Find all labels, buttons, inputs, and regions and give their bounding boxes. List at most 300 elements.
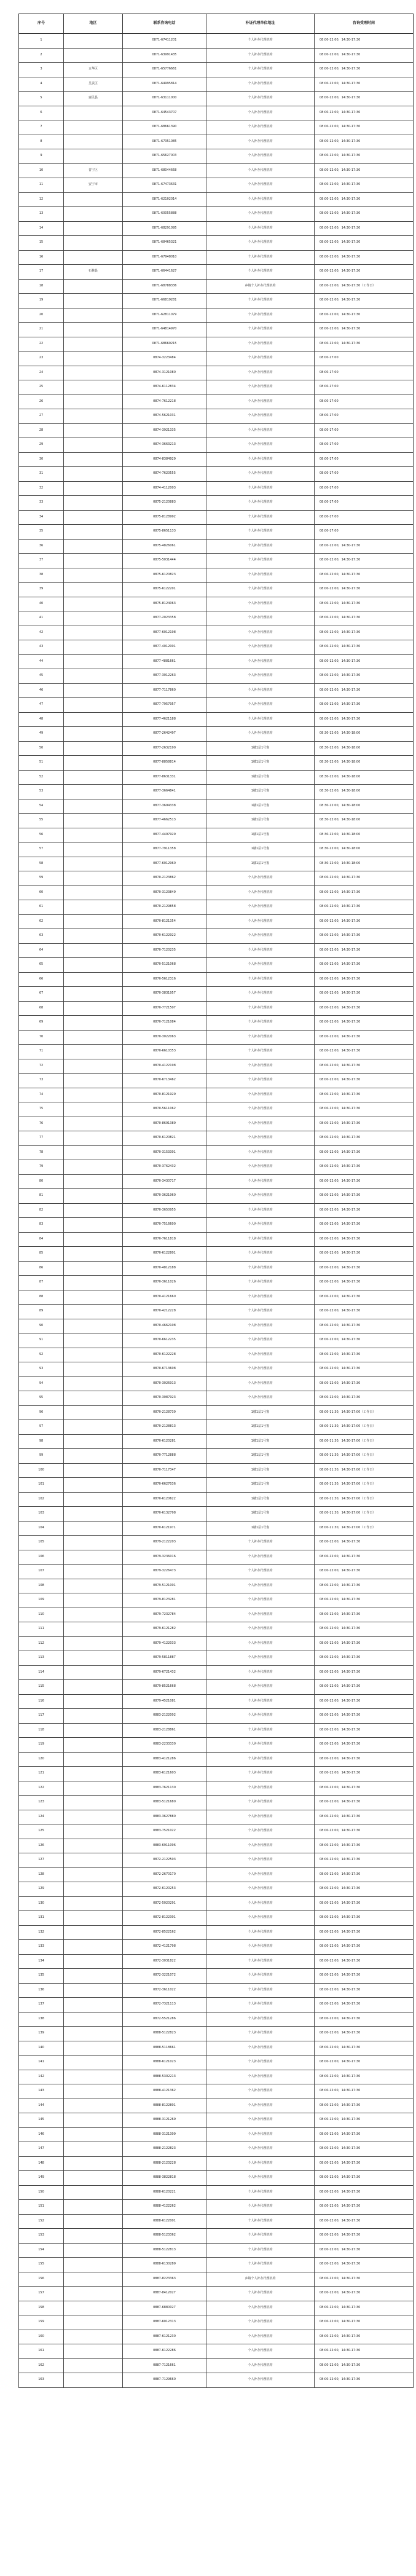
cell-phone: 0879-5121001 xyxy=(123,1579,206,1593)
header-hours: 咨询受理时间 xyxy=(315,14,414,34)
table-row xyxy=(19,1824,414,1839)
cell-seq: 136 xyxy=(19,1983,64,1998)
cell-hours: 08:00-12:00，14:30-17:30 xyxy=(315,1218,414,1233)
cell-hours: 08:00-12:00，14:30-17:30 xyxy=(315,1348,414,1362)
cell-region xyxy=(64,2272,123,2287)
cell-seq: 77 xyxy=(19,1131,64,1146)
table-row xyxy=(19,1521,414,1536)
cell-phone: 0871-67948010 xyxy=(123,250,206,265)
cell-region xyxy=(64,1102,123,1117)
cell-phone: 0872-3611022 xyxy=(123,1983,206,1998)
table-row xyxy=(19,842,414,857)
cell-location: 个人补办代理机构 xyxy=(206,1218,315,1233)
cell-location: 个人补办代理机构 xyxy=(206,323,315,337)
cell-phone: 0879-8123281 xyxy=(123,1593,206,1608)
table-row xyxy=(19,857,414,871)
cell-phone: 0875-4826061 xyxy=(123,539,206,554)
table-row xyxy=(19,366,414,380)
cell-seq: 15 xyxy=(19,236,64,251)
cell-region xyxy=(64,1781,123,1796)
cell-phone: 0887-8412027 xyxy=(123,2287,206,2301)
table-row xyxy=(19,987,414,1002)
table-row xyxy=(19,192,414,207)
header-location: 补证代理单位地址 xyxy=(206,14,315,34)
cell-hours: 08:30-12:00，14:30-18:00 xyxy=(315,785,414,799)
cell-seq: 41 xyxy=(19,611,64,626)
cell-seq: 68 xyxy=(19,1001,64,1016)
cell-region xyxy=(64,554,123,568)
cell-location: 1楼1层1号窗 xyxy=(206,1521,315,1536)
cell-hours: 08:00-12:00，14:30-17:30 xyxy=(315,2200,414,2215)
cell-seq: 13 xyxy=(19,207,64,222)
cell-location: 个人补办代理机构 xyxy=(206,1536,315,1550)
cell-hours: 08:00-12:00，14:30-17:30 xyxy=(315,2127,414,2142)
cell-hours: 08:30-12:00，14:30-18:00 xyxy=(315,741,414,756)
cell-hours: 08:00-12:00，14:30-17:30 xyxy=(315,1709,414,1724)
cell-location: 个人补办代理机构 xyxy=(206,1651,315,1666)
cell-region xyxy=(64,611,123,626)
cell-phone: 0871-66819281 xyxy=(123,294,206,308)
cell-location: 个人补办代理机构 xyxy=(206,2156,315,2171)
cell-location: 个人补办代理机构 xyxy=(206,929,315,944)
cell-region xyxy=(64,1665,123,1680)
cell-phone: 0888-3121309 xyxy=(123,2127,206,2142)
table-row xyxy=(19,1391,414,1406)
cell-location: 个人补办代理机构 xyxy=(206,1665,315,1680)
cell-seq: 97 xyxy=(19,1420,64,1435)
table-row xyxy=(19,943,414,958)
cell-seq: 159 xyxy=(19,2315,64,2330)
cell-location: 个人补办代理机构 xyxy=(206,2258,315,2272)
table-row xyxy=(19,250,414,265)
cell-region xyxy=(64,1232,123,1247)
cell-phone: 0875-8651133 xyxy=(123,525,206,540)
cell-region xyxy=(64,2287,123,2301)
cell-phone: 0875-6120823 xyxy=(123,568,206,583)
cell-region xyxy=(64,1117,123,1131)
cell-seq: 23 xyxy=(19,351,64,366)
cell-location: 个人补办代理机构 xyxy=(206,1998,315,2012)
cell-seq: 146 xyxy=(19,2127,64,2142)
cell-seq: 5 xyxy=(19,92,64,106)
cell-hours: 08:00-12:00，14:30-17:30 xyxy=(315,2344,414,2359)
cell-location: 个人补办代理机构 xyxy=(206,1853,315,1868)
cell-phone: 0870-4121660 xyxy=(123,1290,206,1305)
cell-phone: 0888-3822818 xyxy=(123,2171,206,2186)
cell-region xyxy=(64,192,123,207)
cell-phone: 0888-6121023 xyxy=(123,2056,206,2070)
cell-region xyxy=(64,2330,123,2344)
cell-region xyxy=(64,1348,123,1362)
cell-hours: 08:00-12:00，14:30-17:30 xyxy=(315,1940,414,1955)
cell-hours: 08:00-12:00，14:30-17:30 xyxy=(315,149,414,164)
cell-seq: 120 xyxy=(19,1752,64,1767)
cell-hours: 08:00-17:00 xyxy=(315,380,414,395)
cell-phone: 0870-8121929 xyxy=(123,1088,206,1102)
cell-seq: 35 xyxy=(19,525,64,540)
cell-location: 个人补办代理机构 xyxy=(206,712,315,727)
cell-phone: 0870-4212228 xyxy=(123,1305,206,1319)
cell-seq: 87 xyxy=(19,1276,64,1290)
cell-location: 个人补办代理机构 xyxy=(206,178,315,193)
table-row xyxy=(19,972,414,987)
cell-seq: 2 xyxy=(19,48,64,63)
cell-seq: 128 xyxy=(19,1867,64,1882)
table-row xyxy=(19,2258,414,2272)
cell-location: 个人补办代理机构 xyxy=(206,77,315,92)
cell-region xyxy=(64,2012,123,2027)
cell-region xyxy=(64,1131,123,1146)
cell-phone: 0870-7712888 xyxy=(123,1449,206,1464)
cell-phone: 0871-68291095 xyxy=(123,221,206,236)
cell-location: 个人补办代理机构 xyxy=(206,1247,315,1262)
cell-phone: 0871-67351085 xyxy=(123,135,206,149)
table-row xyxy=(19,886,414,900)
cell-phone: 0870-8121354 xyxy=(123,914,206,929)
cell-region xyxy=(64,654,123,669)
table-row xyxy=(19,554,414,568)
table-row xyxy=(19,1247,414,1262)
cell-phone: 0877-4881661 xyxy=(123,654,206,669)
table-row xyxy=(19,525,414,540)
cell-region xyxy=(64,1694,123,1709)
cell-region xyxy=(64,1824,123,1839)
table-row xyxy=(19,1333,414,1348)
cell-hours: 08:30-12:00，14:30-18:00 xyxy=(315,828,414,842)
cell-location: 个人补办代理机构 xyxy=(206,1940,315,1955)
cell-phone: 0872-8522162 xyxy=(123,1925,206,1940)
table-row xyxy=(19,77,414,92)
cell-region xyxy=(64,279,123,294)
table-row xyxy=(19,1420,414,1435)
cell-hours: 08:30-12:00，14:30-18:00 xyxy=(315,842,414,857)
cell-location: 个人补办代理机构 xyxy=(206,1319,315,1333)
cell-phone: 0870-3762432 xyxy=(123,1160,206,1175)
cell-hours: 08:00-12:00，14:30-17:30 xyxy=(315,2027,414,2041)
cell-seq: 108 xyxy=(19,1579,64,1593)
cell-phone: 0871-68788336 xyxy=(123,279,206,294)
cell-phone: 0872-5521286 xyxy=(123,2012,206,2027)
cell-seq: 92 xyxy=(19,1348,64,1362)
cell-seq: 86 xyxy=(19,1261,64,1276)
cell-hours: 08:00-12:00，14:30-17:30 xyxy=(315,1781,414,1796)
cell-region xyxy=(64,1680,123,1695)
cell-phone: 0883-6911096 xyxy=(123,1839,206,1853)
table-row xyxy=(19,265,414,280)
cell-region: 石林县 xyxy=(64,265,123,280)
cell-seq: 7 xyxy=(19,120,64,135)
cell-location: 个人补办代理机构 xyxy=(206,2214,315,2229)
table-row xyxy=(19,669,414,684)
cell-location: 个人补办代理机构 xyxy=(206,2243,315,2258)
cell-seq: 90 xyxy=(19,1319,64,1333)
header-region: 地区 xyxy=(64,14,123,34)
cell-region xyxy=(64,106,123,120)
table-row xyxy=(19,2099,414,2113)
cell-location: 个人补办代理机构 xyxy=(206,871,315,886)
table-row xyxy=(19,1492,414,1507)
cell-hours: 08:00-12:00，14:30-17:30 xyxy=(315,1088,414,1102)
cell-seq: 112 xyxy=(19,1636,64,1651)
table-row xyxy=(19,351,414,366)
cell-hours: 08:00-12:00，14:30-17:30 xyxy=(315,2258,414,2272)
cell-region xyxy=(64,1636,123,1651)
cell-seq: 62 xyxy=(19,914,64,929)
table-row xyxy=(19,683,414,698)
cell-hours: 08:00-11:30，14:30-17:00（工作日） xyxy=(315,1478,414,1493)
cell-phone: 0870-6122801 xyxy=(123,1247,206,1262)
cell-phone: 0870-6612235 xyxy=(123,1333,206,1348)
cell-phone: 0877-2023358 xyxy=(123,611,206,626)
cell-seq: 114 xyxy=(19,1665,64,1680)
cell-location: 个人补办代理机构 xyxy=(206,1867,315,1882)
table-row xyxy=(19,467,414,482)
cell-phone: 0871-60055888 xyxy=(123,207,206,222)
cell-seq: 88 xyxy=(19,1290,64,1305)
cell-phone: 0872-8122301 xyxy=(123,1911,206,1926)
cell-location: 个人补办代理机构 xyxy=(206,1276,315,1290)
cell-seq: 9 xyxy=(19,149,64,164)
table-row xyxy=(19,2200,414,2215)
cell-location: 1楼1层1号窗 xyxy=(206,741,315,756)
cell-seq: 127 xyxy=(19,1853,64,1868)
cell-seq: 119 xyxy=(19,1738,64,1753)
cell-phone: 0874-6112834 xyxy=(123,380,206,395)
cell-location: 个人补办代理机构 xyxy=(206,1160,315,1175)
cell-phone: 0883-6121603 xyxy=(123,1767,206,1781)
table-row xyxy=(19,1622,414,1637)
cell-region xyxy=(64,1911,123,1926)
cell-location: 个人补办代理机构 xyxy=(206,2113,315,2128)
cell-seq: 107 xyxy=(19,1565,64,1579)
cell-phone: 0872-6120253 xyxy=(123,1882,206,1897)
cell-region xyxy=(64,236,123,251)
cell-hours: 08:00-17:00 xyxy=(315,423,414,438)
cell-location: 1楼1层1号窗 xyxy=(206,1463,315,1478)
cell-seq: 156 xyxy=(19,2272,64,2287)
cell-seq: 143 xyxy=(19,2084,64,2099)
cell-phone: 0877-2632190 xyxy=(123,741,206,756)
cell-seq: 55 xyxy=(19,814,64,828)
cell-region xyxy=(64,1059,123,1074)
cell-phone: 0877-8631331 xyxy=(123,770,206,785)
cell-hours: 08:00-12:00，14:30-17:30 xyxy=(315,1536,414,1550)
header-seq: 序号 xyxy=(19,14,64,34)
table-row xyxy=(19,1362,414,1377)
table-row xyxy=(19,1593,414,1608)
cell-hours: 08:00-12:00，14:30-17:30（工作日） xyxy=(315,279,414,294)
cell-region xyxy=(64,1203,123,1218)
table-row xyxy=(19,1218,414,1233)
cell-location: 个人补办代理机构 xyxy=(206,1001,315,1016)
cell-region xyxy=(64,1998,123,2012)
cell-region xyxy=(64,1867,123,1882)
cell-location: 个人补办代理机构 xyxy=(206,1810,315,1824)
cell-location: 个人补办代理机构 xyxy=(206,63,315,77)
cell-hours: 08:00-12:00，14:30-17:30 xyxy=(315,63,414,77)
cell-hours: 08:00-12:00，14:30-17:30 xyxy=(315,1174,414,1189)
cell-location: 个人补办代理机构 xyxy=(206,698,315,713)
cell-hours: 08:00-17:00 xyxy=(315,438,414,453)
cell-region xyxy=(64,1723,123,1738)
cell-hours: 08:00-12:00，14:30-17:30 xyxy=(315,1608,414,1622)
table-row xyxy=(19,539,414,554)
cell-location: 个人补办代理机构 xyxy=(206,1608,315,1622)
cell-location: 个人补办代理机构 xyxy=(206,2287,315,2301)
cell-seq: 56 xyxy=(19,828,64,842)
cell-hours: 08:00-12:00，14:30-17:30 xyxy=(315,1232,414,1247)
table-row xyxy=(19,34,414,49)
cell-phone: 0877-4621188 xyxy=(123,712,206,727)
cell-location: 个人补办代理机构 xyxy=(206,1593,315,1608)
table-row xyxy=(19,2156,414,2171)
cell-region xyxy=(64,496,123,511)
cell-hours: 08:00-12:00，14:30-17:30 xyxy=(315,34,414,49)
cell-seq: 61 xyxy=(19,900,64,915)
cell-hours: 08:00-12:00，14:30-17:30 xyxy=(315,1391,414,1406)
cell-region xyxy=(64,539,123,554)
cell-region xyxy=(64,1305,123,1319)
cell-location: 1楼1层1号窗 xyxy=(206,1434,315,1449)
cell-seq: 122 xyxy=(19,1781,64,1796)
cell-phone: 0870-6120821 xyxy=(123,1131,206,1146)
cell-region xyxy=(64,871,123,886)
cell-location: 个人补办代理机构 xyxy=(206,1391,315,1406)
cell-location: 个人补办代理机构 xyxy=(206,2041,315,2056)
table-row xyxy=(19,496,414,511)
cell-location: 个人补办代理机构 xyxy=(206,900,315,915)
cell-seq: 52 xyxy=(19,770,64,785)
cell-seq: 98 xyxy=(19,1434,64,1449)
cell-phone: 0887-6122286 xyxy=(123,2344,206,2359)
table-row xyxy=(19,2070,414,2084)
cell-hours: 08:00-11:30，14:30-17:00（工作日） xyxy=(315,1521,414,1536)
cell-location: 个人补办代理机构 xyxy=(206,2142,315,2157)
table-row xyxy=(19,452,414,467)
cell-hours: 08:00-12:00，14:30-17:30 xyxy=(315,1925,414,1940)
cell-hours: 08:00-12:00，14:30-17:30 xyxy=(315,2301,414,2315)
table-row xyxy=(19,770,414,785)
cell-phone: 0888-3121269 xyxy=(123,2113,206,2128)
cell-hours: 08:00-12:00，14:30-17:30 xyxy=(315,2214,414,2229)
cell-location: 个人补办代理机构 xyxy=(206,1102,315,1117)
table-row xyxy=(19,92,414,106)
table-row xyxy=(19,1319,414,1333)
table-row xyxy=(19,1882,414,1897)
cell-seq: 131 xyxy=(19,1911,64,1926)
cell-seq: 133 xyxy=(19,1940,64,1955)
cell-phone: 0879-6721432 xyxy=(123,1665,206,1680)
table-row xyxy=(19,2113,414,2128)
table-row xyxy=(19,1145,414,1160)
cell-hours: 08:00-12:00，14:30-17:30 xyxy=(315,1665,414,1680)
cell-phone: 0870-3087923 xyxy=(123,1391,206,1406)
cell-region xyxy=(64,785,123,799)
cell-phone: 0874-4112003 xyxy=(123,481,206,496)
cell-seq: 125 xyxy=(19,1824,64,1839)
cell-hours: 08:00-12:00，14:30-17:30 xyxy=(315,640,414,655)
cell-seq: 59 xyxy=(19,871,64,886)
table-row xyxy=(19,438,414,453)
cell-hours: 08:00-12:00，14:30-17:30 xyxy=(315,626,414,640)
cell-region xyxy=(64,1550,123,1565)
cell-phone: 0870-6627036 xyxy=(123,1478,206,1493)
cell-region xyxy=(64,308,123,323)
cell-region xyxy=(64,698,123,713)
cell-hours: 08:00-12:00，14:30-17:30 xyxy=(315,1261,414,1276)
cell-location: 个人补办代理机构 xyxy=(206,2344,315,2359)
table-row xyxy=(19,2041,414,2056)
cell-hours: 08:00-11:30，14:30-17:00（工作日） xyxy=(315,1405,414,1420)
table-row xyxy=(19,1665,414,1680)
cell-location: 个人补办代理机构 xyxy=(206,2301,315,2315)
cell-hours: 08:00-12:00，14:30-17:30 xyxy=(315,192,414,207)
table-row xyxy=(19,785,414,799)
table-row xyxy=(19,1911,414,1926)
cell-hours: 08:00-12:00，14:30-17:30 xyxy=(315,1074,414,1088)
cell-phone: 0888-8122801 xyxy=(123,2099,206,2113)
cell-hours: 08:00-12:00，14:30-17:30 xyxy=(315,1362,414,1377)
cell-seq: 109 xyxy=(19,1593,64,1608)
cell-hours: 08:00-12:00，14:30-17:30 xyxy=(315,1867,414,1882)
cell-seq: 19 xyxy=(19,294,64,308)
table-row xyxy=(19,1030,414,1045)
table-header-row xyxy=(19,14,414,34)
cell-phone: 0874-3223484 xyxy=(123,351,206,366)
table-row xyxy=(19,1463,414,1478)
cell-seq: 3 xyxy=(19,63,64,77)
table-row xyxy=(19,63,414,77)
cell-region xyxy=(64,1333,123,1348)
table-row xyxy=(19,221,414,236)
table-row xyxy=(19,900,414,915)
cell-region xyxy=(64,2358,123,2373)
table-row xyxy=(19,2185,414,2200)
cell-location: 个人补办代理机构 xyxy=(206,2315,315,2330)
cell-phone: 0883-7621130 xyxy=(123,1781,206,1796)
cell-location: 个人补办代理机构 xyxy=(206,452,315,467)
cell-region xyxy=(64,2099,123,2113)
table-row xyxy=(19,1290,414,1305)
cell-region xyxy=(64,814,123,828)
cell-hours: 08:00-12:00，14:30-17:30 xyxy=(315,1694,414,1709)
cell-phone: 0877-3694338 xyxy=(123,799,206,814)
cell-hours: 08:00-12:00，14:30-17:30 xyxy=(315,1030,414,1045)
cell-hours: 08:00-12:00，14:30-17:30 xyxy=(315,2113,414,2128)
cell-region xyxy=(64,1030,123,1045)
cell-phone: 0877-4497929 xyxy=(123,828,206,842)
table-row xyxy=(19,308,414,323)
cell-seq: 89 xyxy=(19,1305,64,1319)
cell-seq: 140 xyxy=(19,2041,64,2056)
table-row xyxy=(19,1839,414,1853)
cell-seq: 139 xyxy=(19,2027,64,2041)
cell-location: 个人补办代理机构 xyxy=(206,1348,315,1362)
cell-seq: 137 xyxy=(19,1998,64,2012)
cell-seq: 78 xyxy=(19,1145,64,1160)
cell-region xyxy=(64,828,123,842)
cell-phone: 0872-2122503 xyxy=(123,1853,206,1868)
cell-location: 个人补办代理机构 xyxy=(206,1911,315,1926)
cell-seq: 161 xyxy=(19,2344,64,2359)
cell-hours: 08:00-12:00，14:30-17:30 xyxy=(315,597,414,611)
cell-location: 1楼1层1号窗 xyxy=(206,756,315,771)
cell-seq: 94 xyxy=(19,1376,64,1391)
cell-phone: 0877-4012001 xyxy=(123,640,206,655)
cell-location: 个人补办代理机构 xyxy=(206,1117,315,1131)
cell-region xyxy=(64,1319,123,1333)
table-row xyxy=(19,279,414,294)
